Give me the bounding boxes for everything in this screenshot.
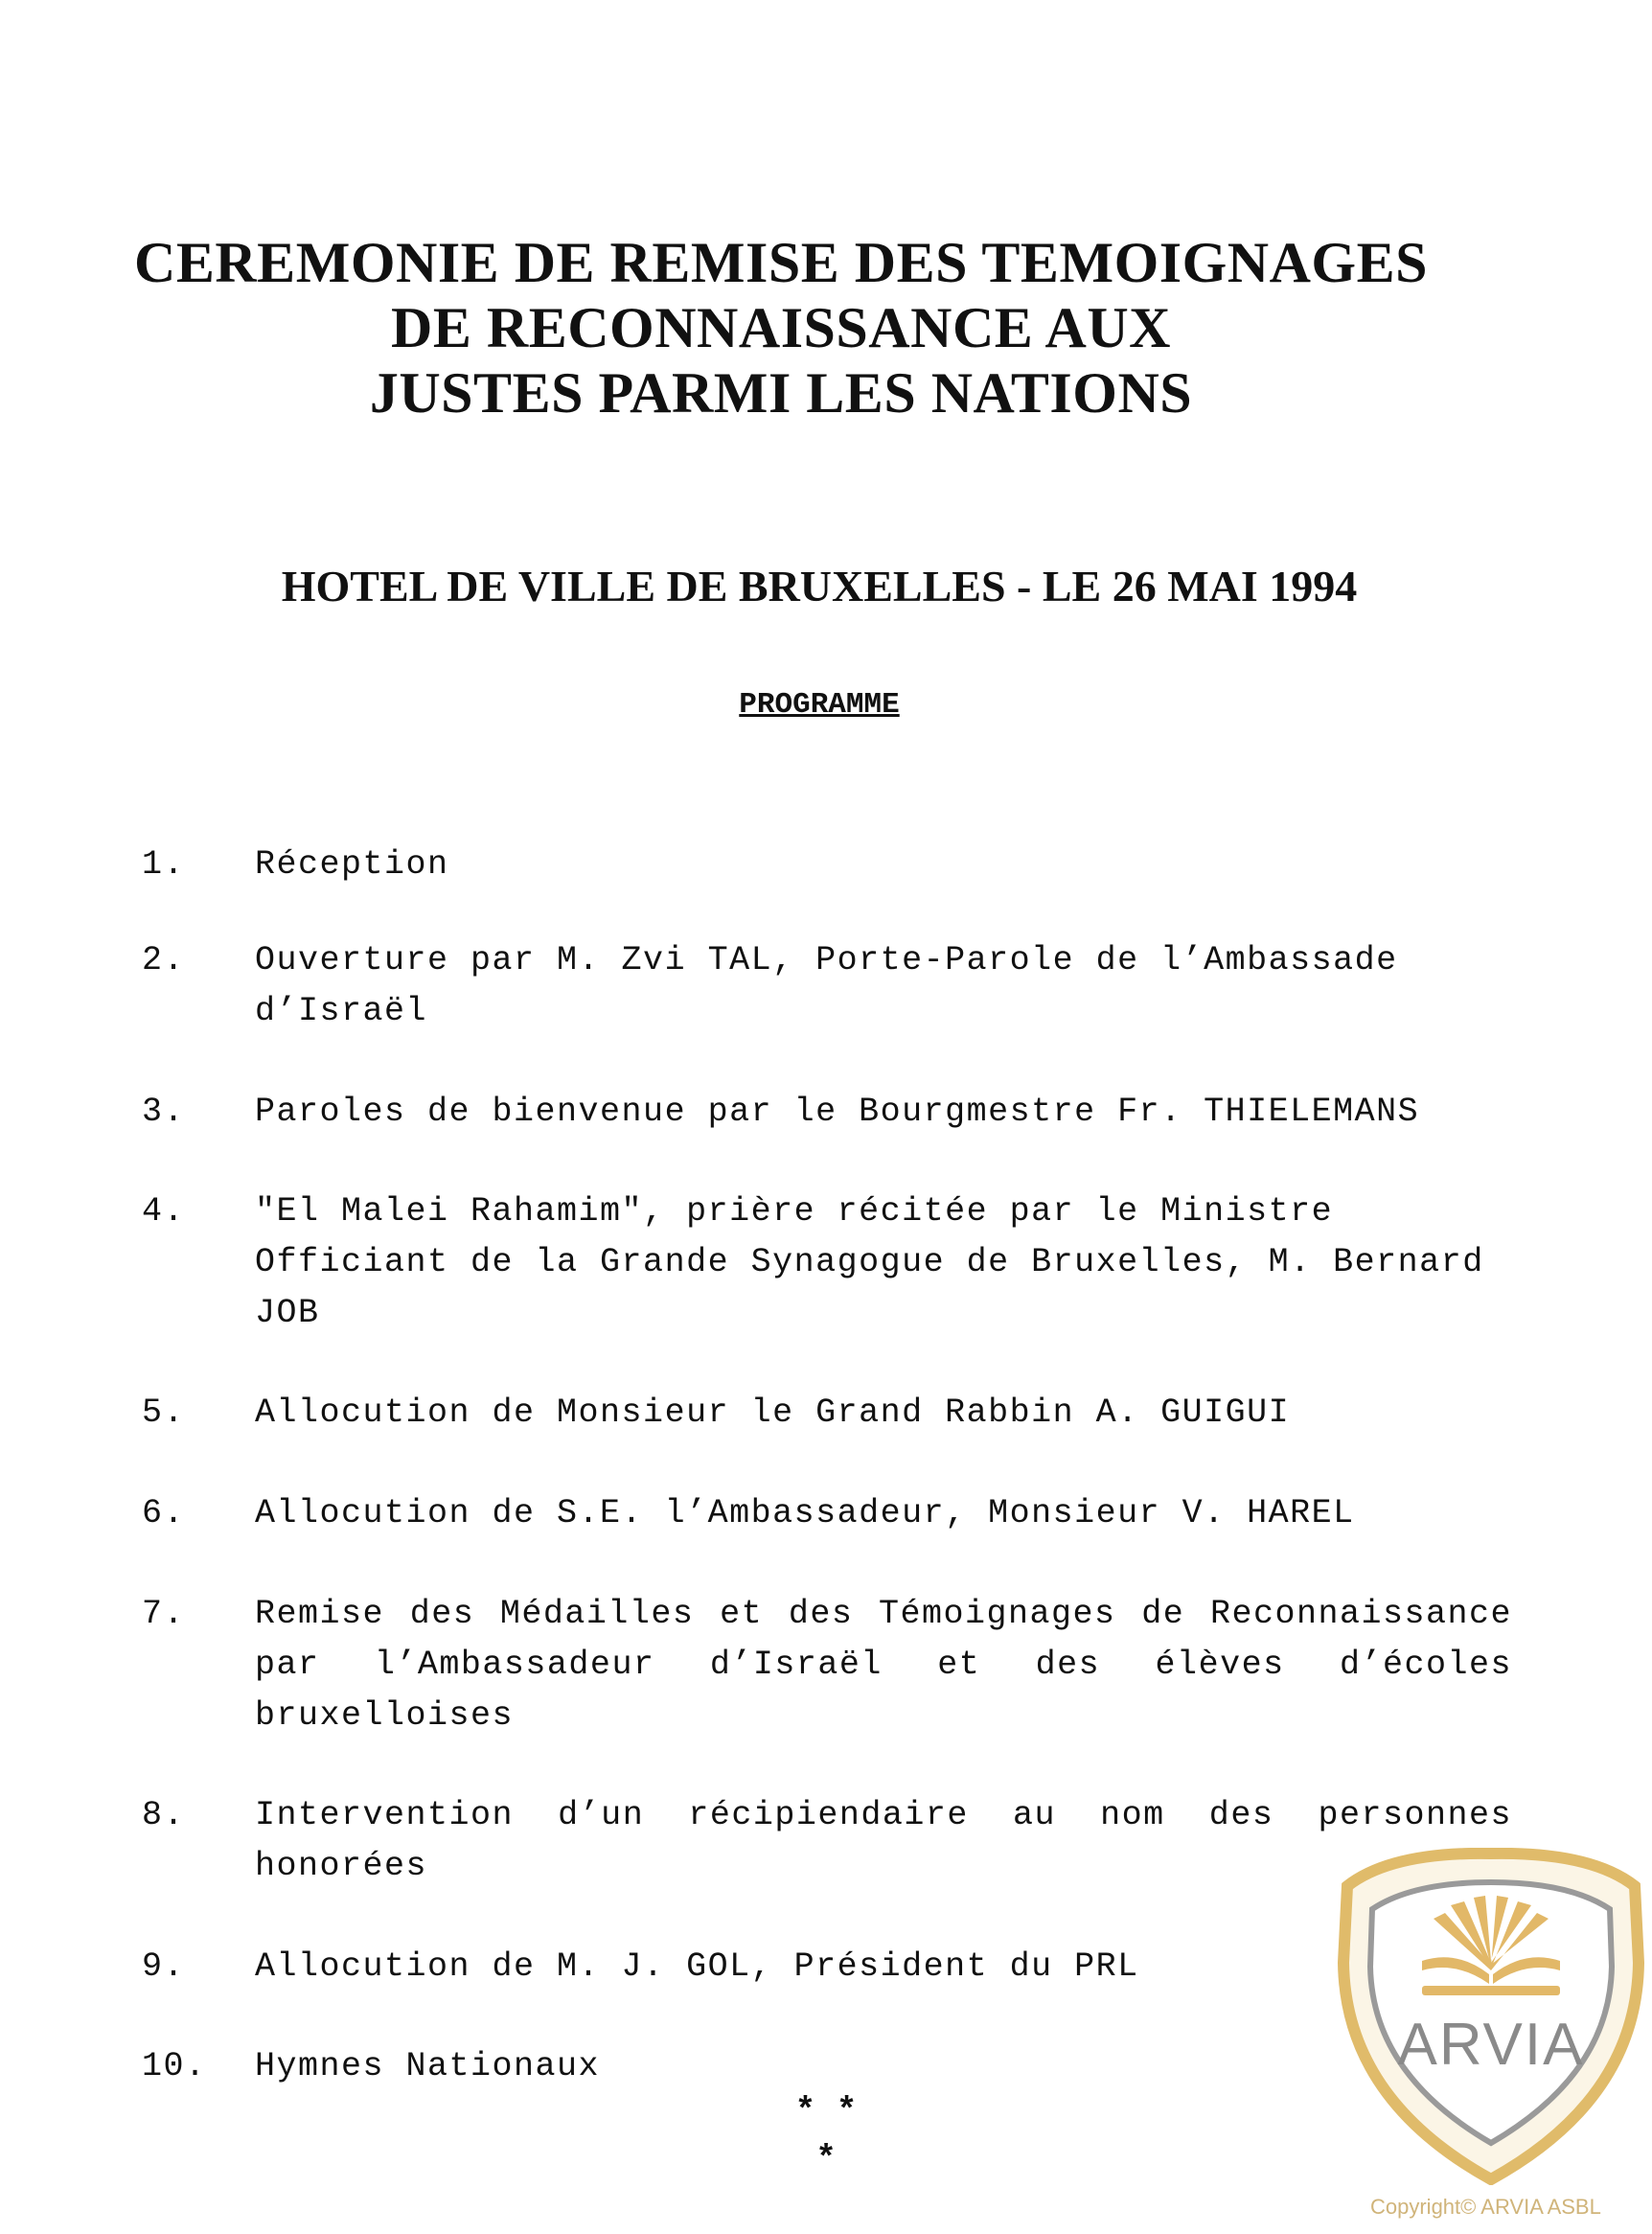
venue-date: HOTEL DE VILLE DE BRUXELLES - LE 26 MAI 1994 [281, 562, 1358, 610]
closing-stars-bottom: * [815, 2139, 837, 2178]
item-number: 8. [142, 1796, 186, 1834]
item-text: Intervention d’un récipiendaire au nom des personnes honorées [255, 1796, 1512, 1885]
item-text: Allocution de Monsieur le Grand Rabbin A. GUIGUI [255, 1393, 1291, 1432]
item-number: 9. [142, 1947, 186, 1986]
programme-heading: PROGRAMME [739, 688, 900, 722]
closing-stars-top: * * [794, 2091, 858, 2130]
item-text: Hymnes Nationaux [255, 2047, 601, 2085]
program-item-10 [142, 2041, 1512, 2092]
item-text: "El Malei Rahamim", prière récitée par le Ministre Officiant de la Grande Synagogue de Bruxelles, M. Bernard JOB [255, 1192, 1484, 1332]
copyright-notice: Copyright© ARVIA ASBL [1370, 2195, 1601, 2219]
item-number: 3. [142, 1093, 186, 1131]
item-number: 4. [142, 1192, 186, 1231]
program-item-7 [142, 1589, 1512, 1741]
title-line-1: CEREMONIE DE REMISE DES TEMOIGNAGES [134, 231, 1428, 294]
item-text: Allocution de S.E. l’Ambassadeur, Monsieur V. HAREL [255, 1494, 1355, 1532]
item-text: Paroles de bienvenue par le Bourgmestre Fr. THIELEMANS [255, 1093, 1420, 1131]
program-item-3 [142, 1087, 1512, 1138]
item-text: Réception [255, 845, 449, 884]
item-text: Ouverture par M. Zvi TAL, Porte-Parole de l’Ambassade d’Israël [255, 941, 1398, 1030]
program-item-2 [142, 935, 1512, 1037]
item-number: 1. [142, 845, 186, 884]
item-number: 5. [142, 1393, 186, 1432]
program-item-1 [142, 840, 1512, 890]
program-item-8 [142, 1790, 1512, 1892]
item-number: 7. [142, 1595, 186, 1633]
program-item-4 [142, 1186, 1512, 1339]
title-line-3: JUSTES PARMI LES NATIONS [369, 361, 1193, 425]
program-item-6 [142, 1488, 1512, 1539]
item-text: Remise des Médailles et des Témoignages de Reconnaissance par l’Ambassadeur d’Israël et des élèves d’écoles bruxelloises [255, 1595, 1512, 1735]
program-item-9 [142, 1942, 1512, 1992]
arvia-logo [1334, 1848, 1648, 2185]
item-number: 6. [142, 1494, 186, 1532]
logo-text: ARVIA [1397, 2012, 1585, 2078]
program-item-5 [142, 1388, 1512, 1439]
item-number: 10. [142, 2047, 207, 2085]
item-number: 2. [142, 941, 186, 979]
item-text: Allocution de M. J. GOL, Président du PRL [255, 1947, 1139, 1986]
title-line-2: DE RECONNAISSANCE AUX [391, 296, 1171, 359]
document-title [0, 230, 1562, 426]
